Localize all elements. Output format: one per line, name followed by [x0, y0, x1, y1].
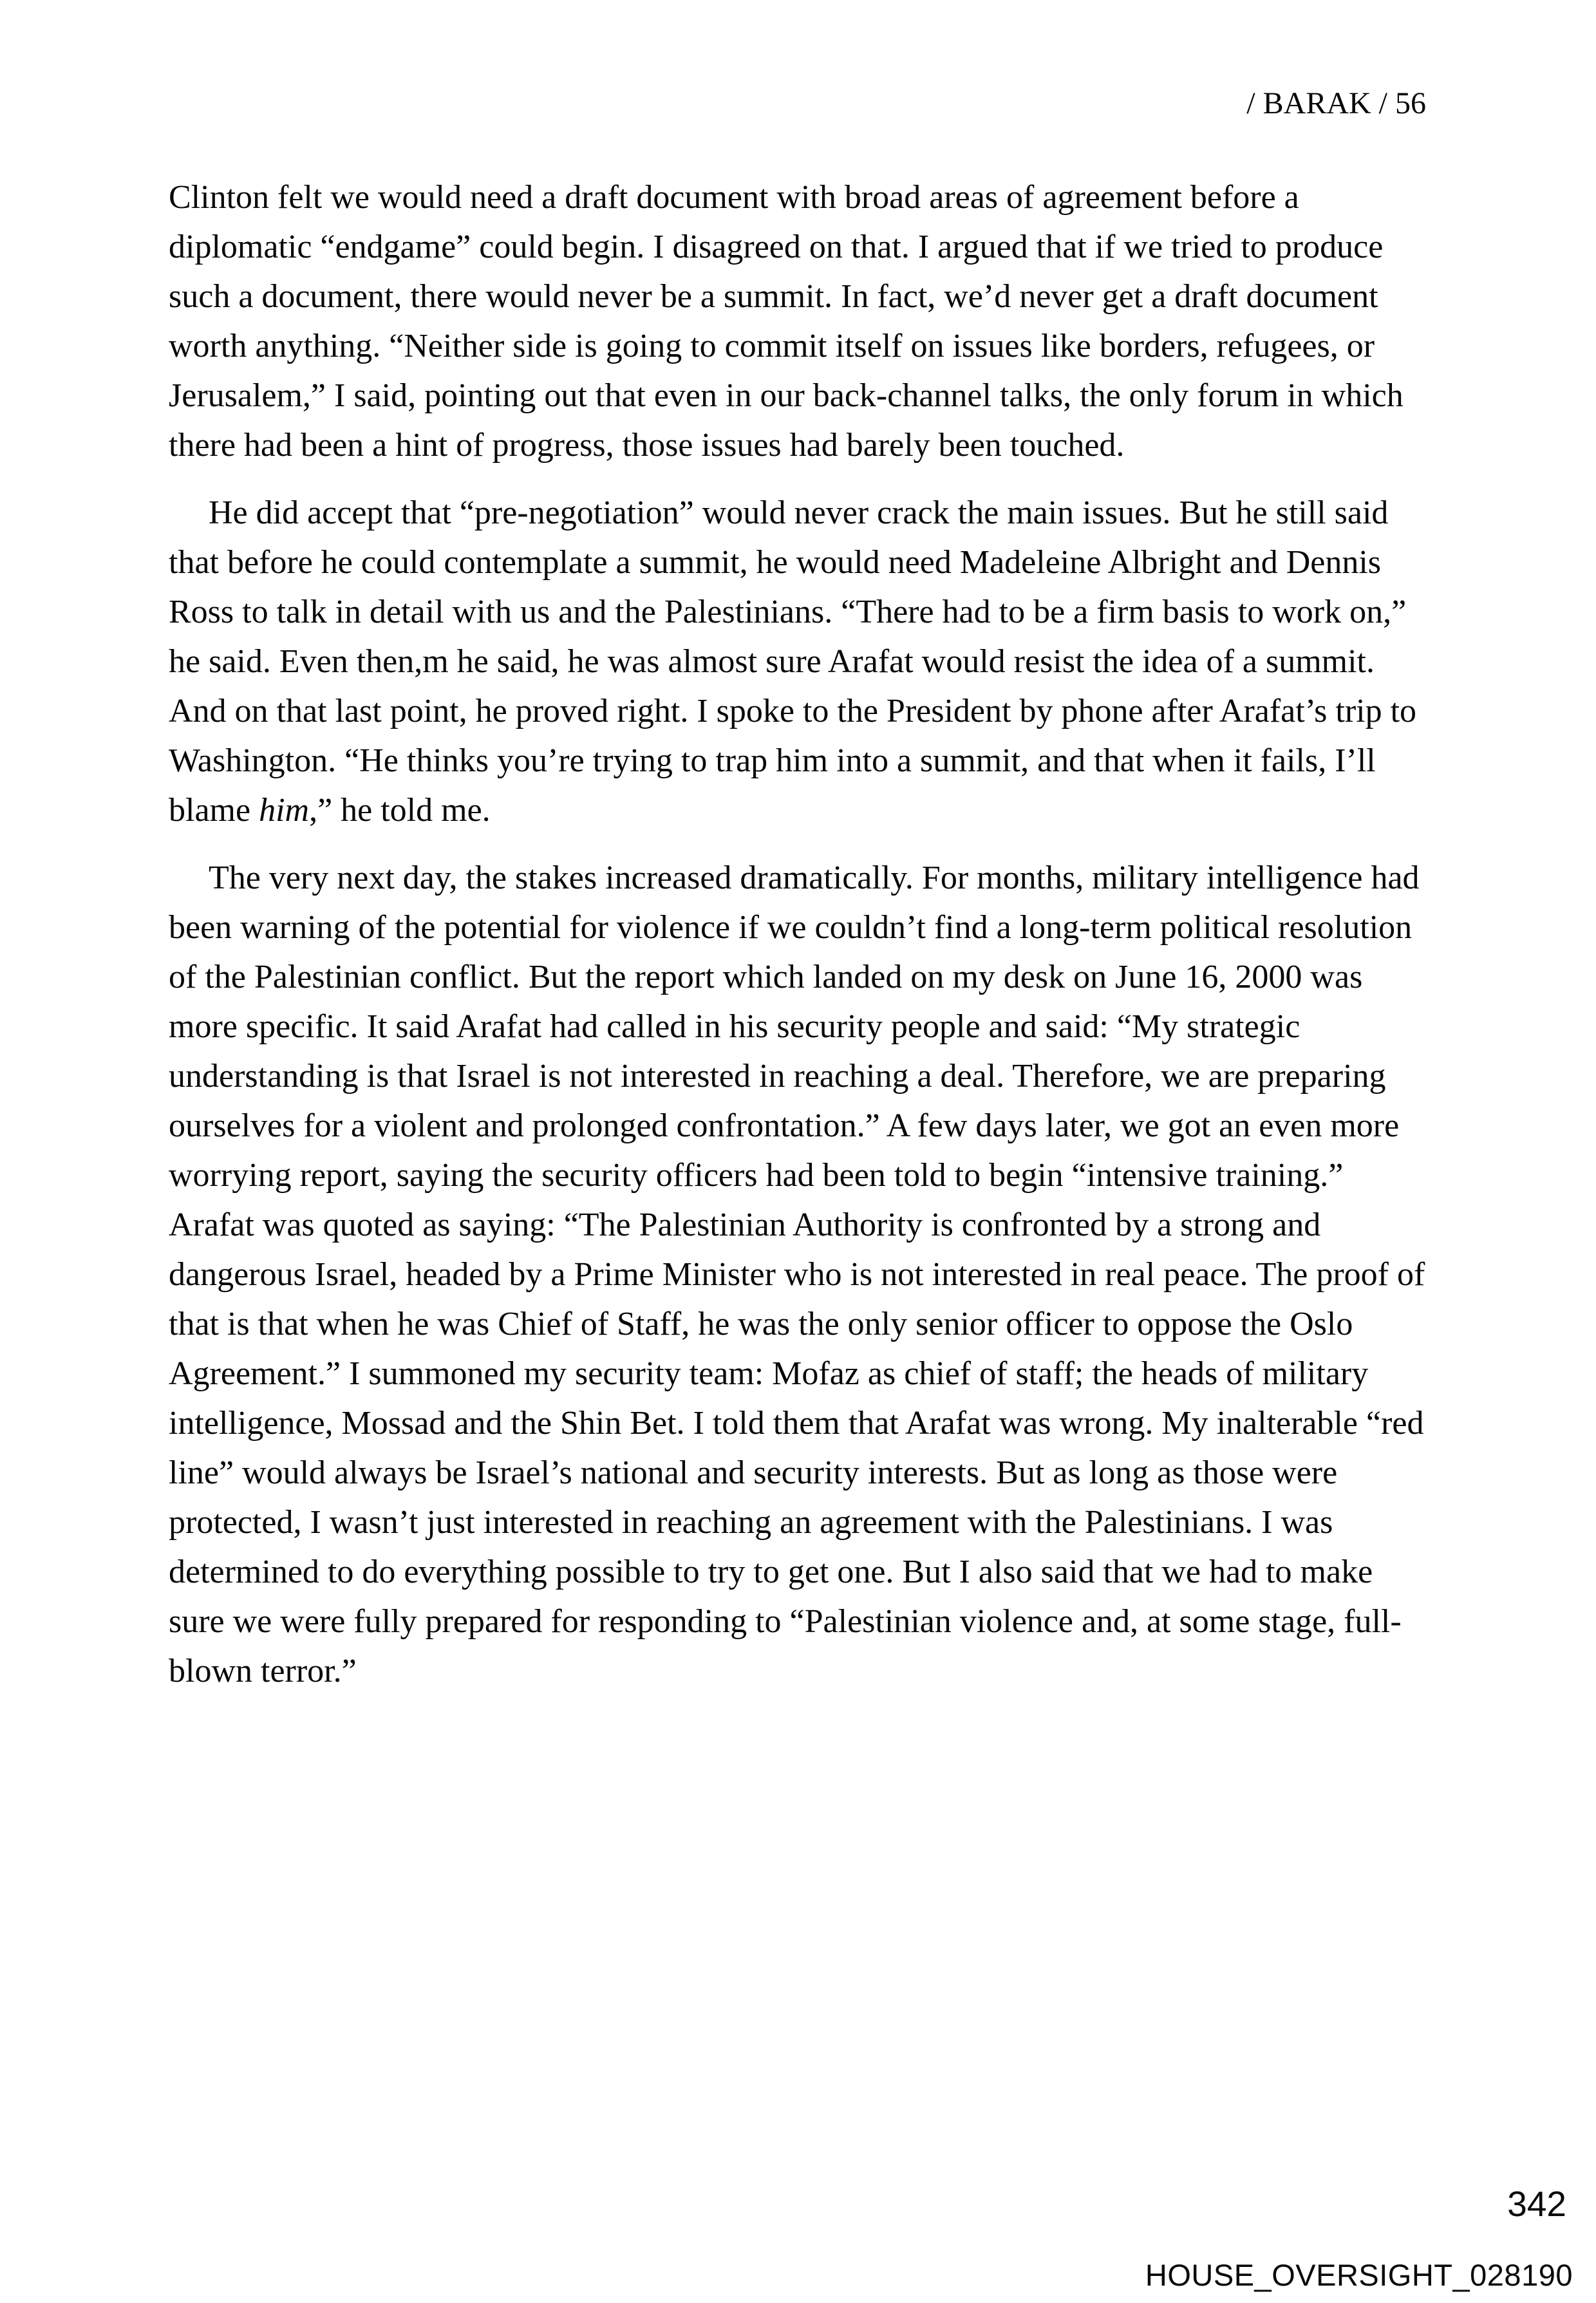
paragraph-text: The very next day, the stakes increased dramatically. For months, military intelligence had been warning of the potential for violence if we couldn’t find a long-term political resolution of the Palestinian conflict. But the report which landed on my desk on June 16, 2000 was more specific. It said Arafat had called in his security people and said: “My strategic understanding is that Israel is not interested in reaching a deal. Therefore, we are preparing ourselves for a violent and prolonged confrontation.” A few days later, we got an even more worrying report, saying the security officers had been told to begin “intensive training.” Arafat was quoted as saying: “The Palestinian Authority is confronted by a strong and dangerous Israel, headed by a Prime Minister who is not interested in real peace. The proof of that is that when he was Chief of Staff, he was the only senior officer to oppose the Oslo Agreement.” I summoned my security team: Mofaz as chief of staff; the heads of military intelligence, Mossad and the Shin Bet. I told them that Arafat was wrong. My inalterable “red line” would always be Israel’s national and security interests. But as long as those were protected, I wasn’t just interested in reaching an agreement with the Palestinians. I was determined to do everything possible to try to get one. But I also said that we had to make sure we were fully prepared for responding to “Palestinian violence and, at some stage, full-blown terror.” — [169, 860, 1425, 1689]
italic-text: him — [259, 792, 310, 829]
page-number: 342 — [1507, 2184, 1566, 2224]
running-head — [1246, 85, 1426, 122]
bates-stamp: HOUSE_OVERSIGHT_028190 — [1145, 2258, 1573, 2292]
body-paragraph — [169, 173, 1429, 470]
paragraph-text: He did accept that “pre-negotiation” would never crack the main issues. But he still said that before he could contemplate a summit, he would need Madeleine Albright and Dennis Ross to talk in detail with us and the Palestinians. “There had to be a firm basis to work on,” he said. Even then,m he said, he was almost sure Arafat would resist the idea of a summit. And on that last point, he proved right. I spoke to the President by phone after Arafat’s trip to Washington. “He thinks you’re trying to trap him into a summit, and that when it fails, I’ll blame — [169, 494, 1417, 829]
paragraph-text: Clinton felt we would need a draft document with broad areas of agreement before a diplomatic “endgame” could begin. I disagreed on that. I argued that if we tried to produce such a document, there would never be a summit. In fact, we’d never get a draft document worth anything. “Neither side is going to commit itself on issues like borders, refugees, or Jerusalem,” I said, pointing out that even in our back-channel talks, the only forum in which there had been a hint of progress, those issues had barely been touched. — [169, 179, 1404, 464]
body-paragraph — [169, 488, 1429, 835]
running-head-text: / BARAK / 56 — [1246, 86, 1426, 120]
body-paragraph — [169, 853, 1429, 1696]
document-body — [169, 173, 1429, 1696]
paragraph-text: ,” he told me. — [309, 792, 491, 829]
